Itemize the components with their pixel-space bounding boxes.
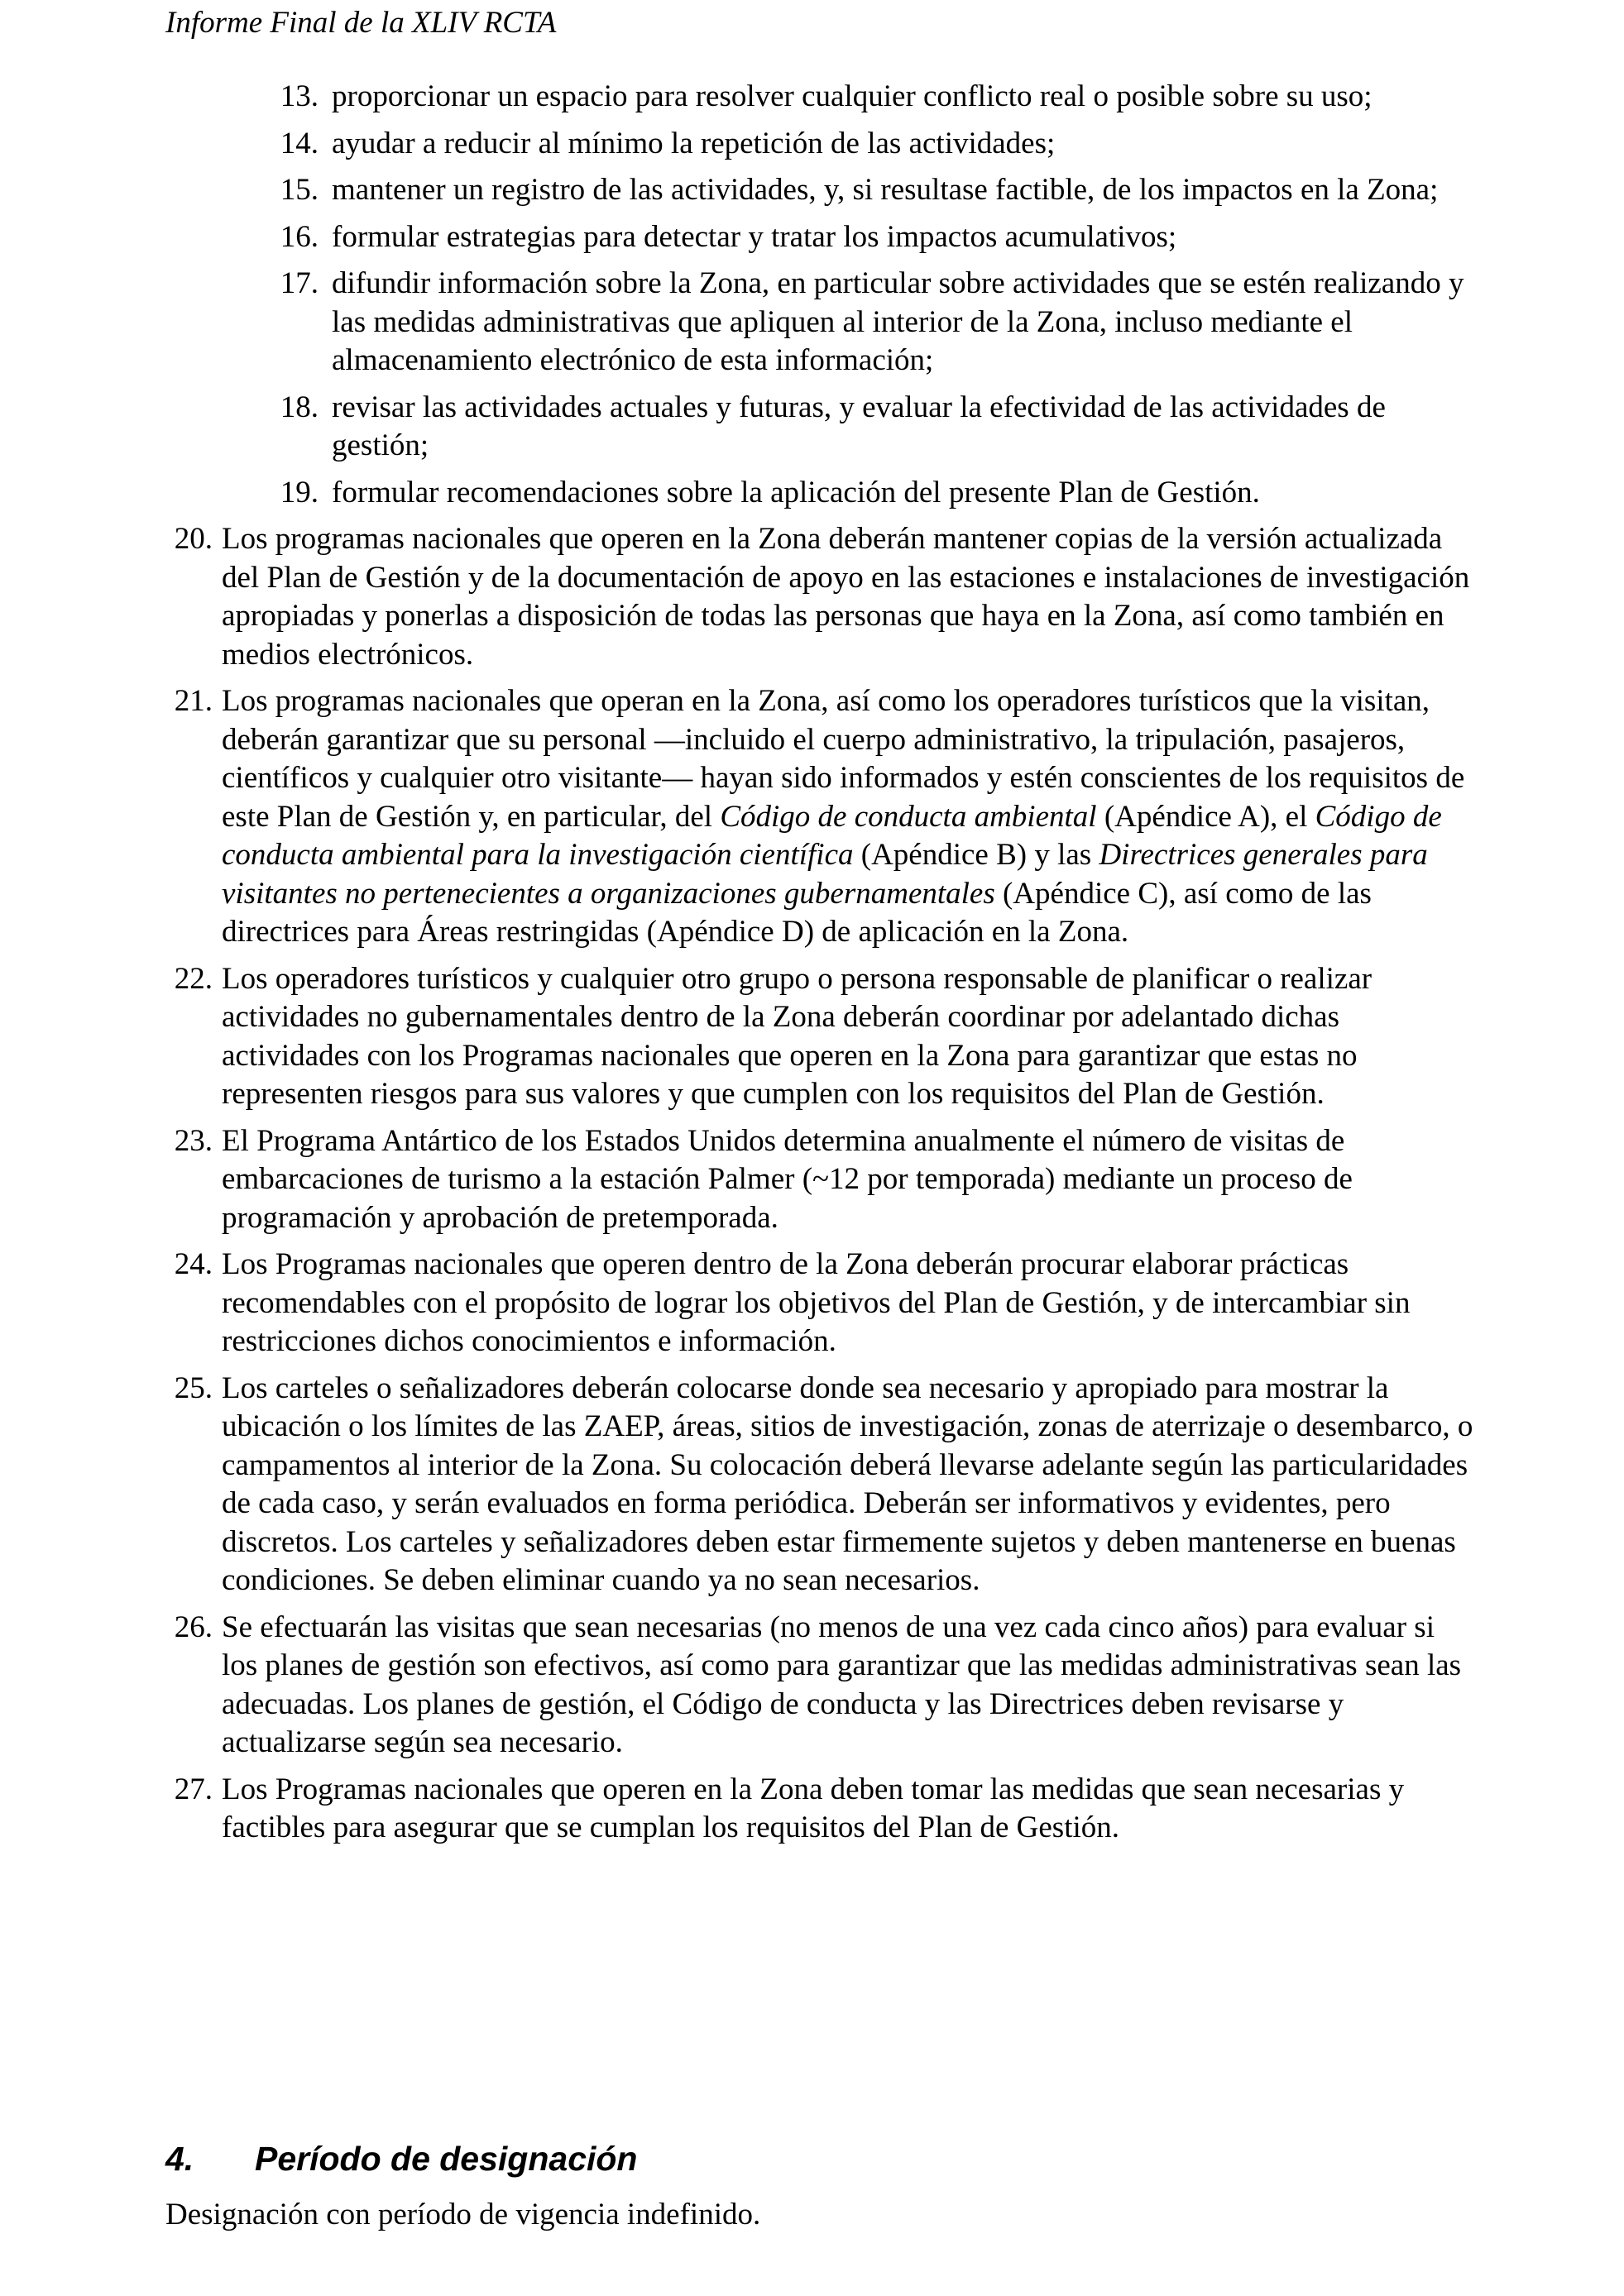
item-text: Los Programas nacionales que operen dentro de la Zona deberán procurar elaborar prácticas recomendables con el propósito de lograr los objetivos del Plan de Gestión, y de intercambiar sin restricciones dichos conocimientos e información. xyxy=(222,1247,1411,1358)
list-item xyxy=(0,171,1624,210)
item-number: 16. xyxy=(280,219,319,254)
appendix-b-title: Código de conducta ambiental para la investigación científica xyxy=(222,799,1442,872)
list-item xyxy=(0,78,1624,117)
sub-item-list xyxy=(0,78,1624,1856)
appendix-a-title: Código de conducta ambiental xyxy=(720,799,1097,834)
item-number: 21. xyxy=(174,684,213,718)
list-item xyxy=(0,1370,1624,1600)
list-item xyxy=(0,1122,1624,1238)
list-item xyxy=(0,474,1624,513)
item-text: Los operadores turísticos y cualquier otro grupo o persona responsable de planificar o realizar actividades no gubernamentales dentro de la Zona deberán coordinar por adelantado dichas actividades con los Programas nacionales que operen en la Zona para garantizar que estas no representen riesgos para sus valores y que cumplen con los requisitos del Plan de Gestión. xyxy=(222,961,1372,1111)
item-number: 15. xyxy=(280,173,319,207)
section-title: Período de designación xyxy=(255,2140,638,2178)
section-number: 4. xyxy=(165,2140,194,2178)
item-text-part: (Apéndice C), así como de las directrices para Áreas restringidas (Apéndice D) de aplicación en la Zona. xyxy=(222,876,1372,949)
list-item xyxy=(0,218,1624,257)
item-text-part: (Apéndice B) y las xyxy=(853,838,1099,872)
list-item xyxy=(0,125,1624,164)
item-number: 27. xyxy=(174,1772,213,1806)
list-item xyxy=(0,1609,1624,1763)
list-item xyxy=(0,520,1624,674)
item-number: 18. xyxy=(280,390,319,424)
item-number: 23. xyxy=(174,1123,213,1158)
item-text: ayudar a reducir al mínimo la repetición de las actividades; xyxy=(332,126,1056,160)
list-item xyxy=(0,1771,1624,1848)
item-number: 25. xyxy=(174,1370,213,1405)
list-item xyxy=(0,682,1624,952)
list-item xyxy=(0,1246,1624,1361)
item-number: 26. xyxy=(174,1610,213,1644)
item-text: Los Programas nacionales que operen en la Zona deben tomar las medidas que sean necesarias y factibles para asegurar que se cumplan los requisitos del Plan de Gestión. xyxy=(222,1772,1405,1844)
item-number: 17. xyxy=(280,266,319,300)
item-text: proporcionar un espacio para resolver cualquier conflicto real o posible sobre su uso; xyxy=(332,79,1372,113)
item-text: formular estrategias para detectar y tratar los impactos acumulativos; xyxy=(332,219,1177,254)
item-number: 13. xyxy=(280,79,319,113)
item-number: 22. xyxy=(174,961,213,996)
section-heading xyxy=(165,2138,637,2179)
item-text-part: (Apéndice A), el xyxy=(1096,799,1315,834)
section-paragraph: Designación con período de vigencia indefinido. xyxy=(165,2198,761,2231)
item-text: Los programas nacionales que operen en la Zona deberán mantener copias de la versión actualizada del Plan de Gestión y de la documentación de apoyo en las estaciones e instalaciones de investigación apropiadas y ponerlas a disposición de todas las personas que haya en la Zona, así como también en medios electrónicos. xyxy=(222,522,1470,672)
item-text-part: Los programas nacionales que operan en la Zona, así como los operadores turísticos que la visitan, deberán garantizar que su personal —incluido el cuerpo administrativo, la tripulación, pasajeros, científicos y cualquier otro visitante— hayan sido informados y estén conscientes de los requisitos de este Plan de Gestión y, en particular, del xyxy=(222,684,1465,834)
item-number: 24. xyxy=(174,1247,213,1281)
list-item xyxy=(0,960,1624,1114)
item-text: formular recomendaciones sobre la aplicación del presente Plan de Gestión. xyxy=(332,475,1260,509)
list-item xyxy=(0,265,1624,380)
item-text xyxy=(222,682,1475,952)
appendix-c-title: Directrices generales para visitantes no pertenecientes a organizaciones gubernamentales xyxy=(222,838,1428,911)
item-number: 20. xyxy=(174,522,213,556)
item-text: revisar las actividades actuales y futuras, y evaluar la efectividad de las actividades de gestión; xyxy=(332,390,1386,462)
item-text: mantener un registro de las actividades, y, si resultase factible, de los impactos en la Zona; xyxy=(332,173,1439,207)
item-number: 14. xyxy=(280,126,319,160)
item-text: difundir información sobre la Zona, en particular sobre actividades que se estén realizando y las medidas administrativas que apliquen al interior de la Zona, incluso mediante el almacenamiento electrónico de esta información; xyxy=(332,266,1464,377)
item-text: Se efectuarán las visitas que sean necesarias (no menos de una vez cada cinco años) para evaluar si los planes de gestión son efectivos, así como para garantizar que las medidas administrativas sean las adecuadas. Los planes de gestión, el Código de conducta y las Directrices deben revisarse y actualizarse según sea necesario. xyxy=(222,1610,1462,1759)
item-text: El Programa Antártico de los Estados Unidos determina anualmente el número de visitas de embarcaciones de turismo a la estación Palmer (~12 por temporada) mediante un proceso de programación y aprobación de pretemporada. xyxy=(222,1123,1353,1235)
item-text: Los carteles o señalizadores deberán colocarse donde sea necesario y apropiado para mostrar la ubicación o los límites de las ZAEP, áreas, sitios de investigación, zonas de aterrizaje o desembarco, o campamentos al interior de la Zona. Su colocación deberá llevarse adelante según las particularidades de cada caso, y serán evaluados en forma periódica. Deberán ser informativos y evidentes, pero discretos. Los carteles y señalizadores deben estar firmemente sujetos y deben mantenerse en buenas condiciones. Se deben eliminar cuando ya no sean necesarios. xyxy=(222,1370,1473,1597)
item-number: 19. xyxy=(280,475,319,509)
running-header: Informe Final de la XLIV RCTA xyxy=(165,6,557,40)
list-item xyxy=(0,389,1624,466)
